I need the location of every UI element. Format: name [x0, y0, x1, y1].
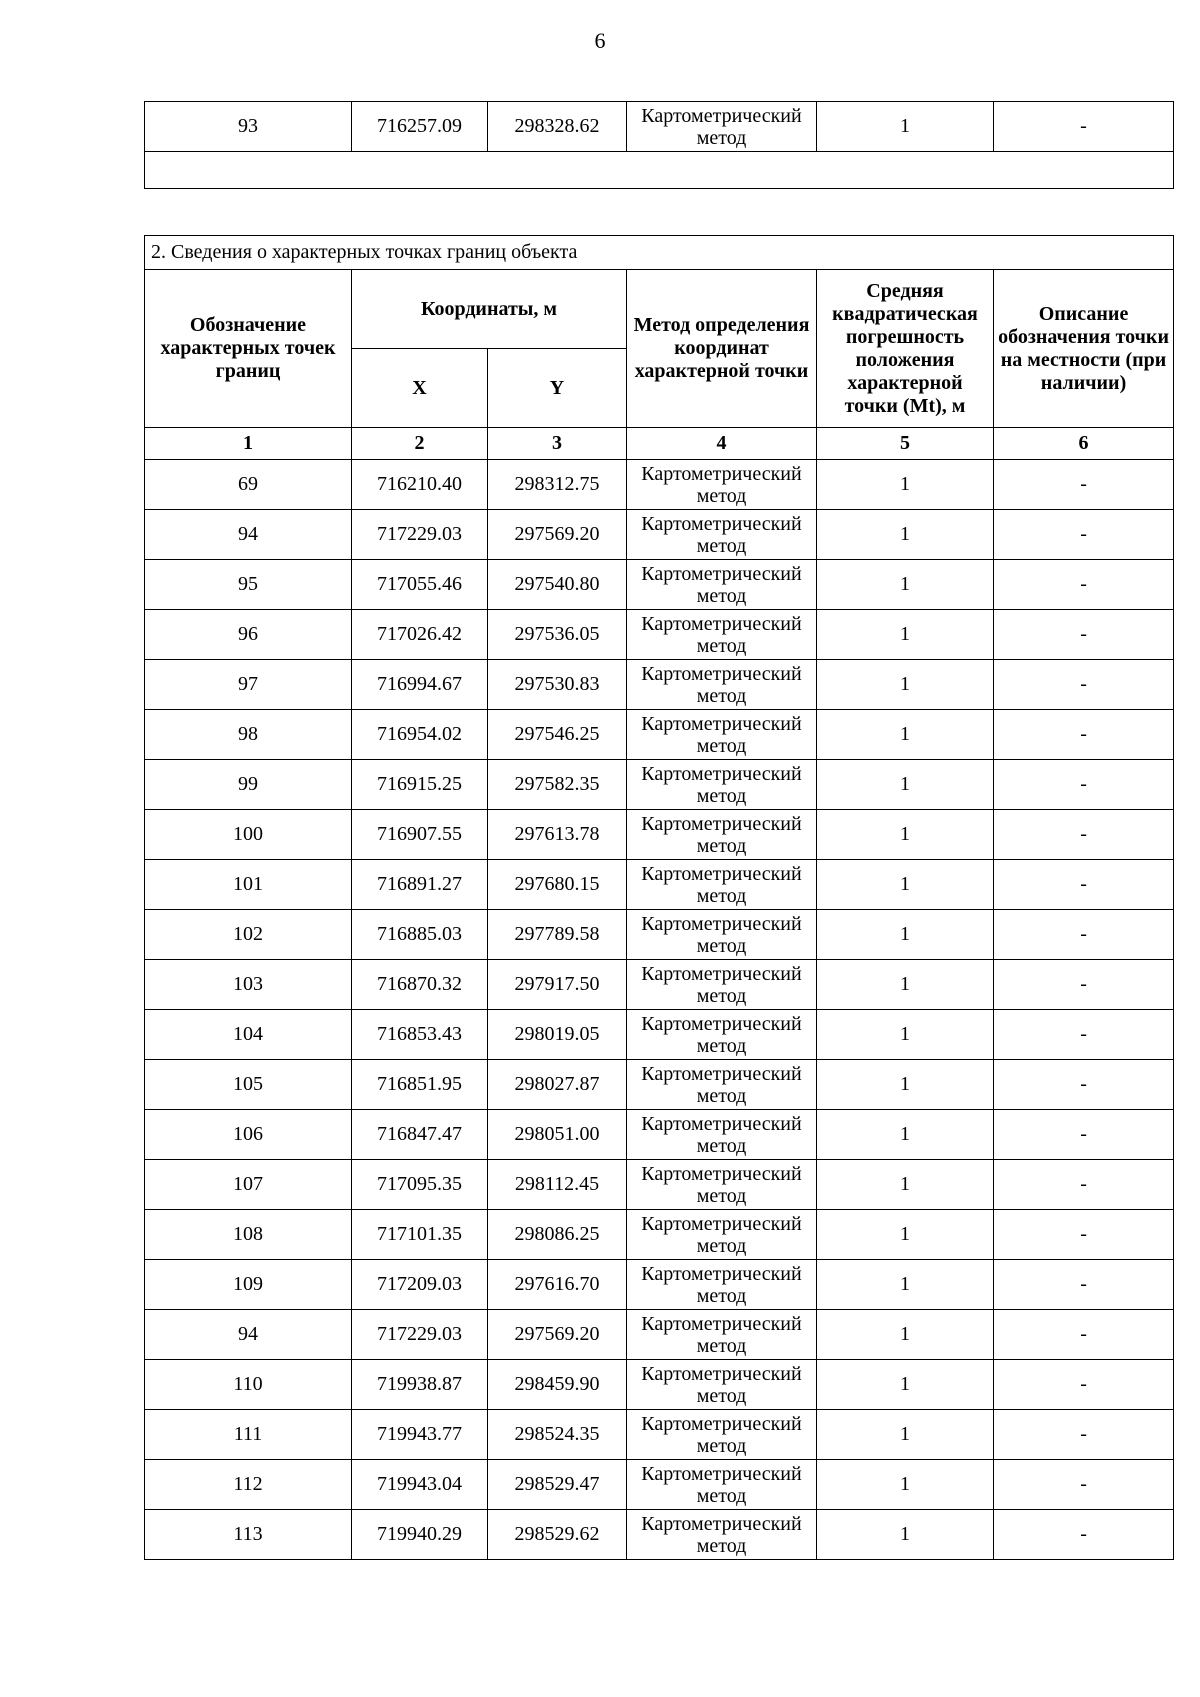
mt-cell: 1	[817, 760, 994, 810]
desc-cell: -	[994, 860, 1174, 910]
table-row	[145, 810, 1174, 860]
method-cell: Картометрический метод	[627, 1460, 817, 1510]
x-cell: 719938.87	[352, 1360, 488, 1410]
header-x: X	[352, 349, 488, 428]
point-cell: 99	[145, 760, 352, 810]
point-cell: 113	[145, 1510, 352, 1560]
point-cell: 96	[145, 610, 352, 660]
column-number: 3	[488, 428, 627, 460]
column-number: 1	[145, 428, 352, 460]
x-cell: 716915.25	[352, 760, 488, 810]
method-cell: Картометрический метод	[627, 1060, 817, 1110]
mt-cell: 1	[817, 710, 994, 760]
y-cell: 297569.20	[488, 510, 627, 560]
desc-cell: -	[994, 610, 1174, 660]
point-cell: 98	[145, 710, 352, 760]
mt-cell: 1	[817, 1510, 994, 1560]
method-cell: Картометрический метод	[627, 1510, 817, 1560]
desc-cell: -	[994, 102, 1174, 152]
x-cell: 717101.35	[352, 1210, 488, 1260]
method-cell: Картометрический метод	[627, 760, 817, 810]
method-cell: Картометрический метод	[627, 660, 817, 710]
method-cell: Картометрический метод	[627, 560, 817, 610]
point-cell: 107	[145, 1160, 352, 1210]
method-cell: Картометрический метод	[627, 960, 817, 1010]
y-cell: 298112.45	[488, 1160, 627, 1210]
method-cell: Картометрический метод	[627, 1110, 817, 1160]
desc-cell: -	[994, 1360, 1174, 1410]
desc-cell: -	[994, 1110, 1174, 1160]
desc-cell: -	[994, 1310, 1174, 1360]
desc-cell: -	[994, 660, 1174, 710]
table-row	[145, 510, 1174, 560]
x-cell: 716210.40	[352, 460, 488, 510]
method-cell: Картометрический метод	[627, 810, 817, 860]
table-row	[145, 710, 1174, 760]
desc-cell: -	[994, 760, 1174, 810]
column-number: 2	[352, 428, 488, 460]
mt-cell: 1	[817, 560, 994, 610]
method-cell: Картометрический метод	[627, 1360, 817, 1410]
x-cell: 716954.02	[352, 710, 488, 760]
header-coords: Координаты, м	[352, 270, 627, 349]
point-cell: 102	[145, 910, 352, 960]
x-cell: 717229.03	[352, 1310, 488, 1360]
table-row	[145, 1110, 1174, 1160]
page-number: 6	[594, 28, 606, 53]
x-cell: 716885.03	[352, 910, 488, 960]
method-cell: Картометрический метод	[627, 1310, 817, 1360]
mt-cell: 1	[817, 910, 994, 960]
table-row	[145, 1060, 1174, 1110]
boundary-points-table	[144, 235, 1174, 1560]
x-cell: 717095.35	[352, 1160, 488, 1210]
y-cell: 297530.83	[488, 660, 627, 710]
mt-cell: 1	[817, 1060, 994, 1110]
x-cell: 716851.95	[352, 1060, 488, 1110]
y-cell: 298328.62	[488, 102, 627, 152]
desc-cell: -	[994, 1460, 1174, 1510]
method-cell: Картометрический метод	[627, 102, 817, 152]
method-cell: Картометрический метод	[627, 860, 817, 910]
desc-cell: -	[994, 1010, 1174, 1060]
mt-cell: 1	[817, 860, 994, 910]
mt-cell: 1	[817, 1260, 994, 1310]
method-cell: Картометрический метод	[627, 1010, 817, 1060]
x-cell: 716853.43	[352, 1010, 488, 1060]
header-y: Y	[488, 349, 627, 428]
header-method: Метод определения координат характерной точки	[627, 270, 817, 428]
desc-cell: -	[994, 1510, 1174, 1560]
section-title: 2. Сведения о характерных точках границ объекта	[145, 236, 1174, 270]
x-cell: 716257.09	[352, 102, 488, 152]
mt-cell: 1	[817, 1410, 994, 1460]
table-row	[145, 1460, 1174, 1510]
mt-cell: 1	[817, 610, 994, 660]
point-cell: 93	[145, 102, 352, 152]
table-row	[145, 1510, 1174, 1560]
point-cell: 94	[145, 510, 352, 560]
desc-cell: -	[994, 910, 1174, 960]
table-row	[145, 1010, 1174, 1060]
desc-cell: -	[994, 460, 1174, 510]
continued-points-table	[144, 101, 1174, 189]
y-cell: 297917.50	[488, 960, 627, 1010]
x-cell: 716870.32	[352, 960, 488, 1010]
y-cell: 298459.90	[488, 1360, 627, 1410]
y-cell: 298086.25	[488, 1210, 627, 1260]
y-cell: 298529.62	[488, 1510, 627, 1560]
y-cell: 298051.00	[488, 1110, 627, 1160]
column-numbers-row	[145, 428, 1174, 460]
y-cell: 298524.35	[488, 1410, 627, 1460]
table-row	[145, 910, 1174, 960]
mt-cell: 1	[817, 660, 994, 710]
point-cell: 105	[145, 1060, 352, 1110]
mt-cell: 1	[817, 1010, 994, 1060]
desc-cell: -	[994, 960, 1174, 1010]
table-row	[145, 1360, 1174, 1410]
y-cell: 297582.35	[488, 760, 627, 810]
y-cell: 297569.20	[488, 1310, 627, 1360]
point-cell: 109	[145, 1260, 352, 1310]
point-cell: 112	[145, 1460, 352, 1510]
table-row	[145, 102, 1174, 152]
column-number: 4	[627, 428, 817, 460]
point-cell: 106	[145, 1110, 352, 1160]
point-cell: 95	[145, 560, 352, 610]
desc-cell: -	[994, 810, 1174, 860]
y-cell: 297613.78	[488, 810, 627, 860]
mt-cell: 1	[817, 1110, 994, 1160]
y-cell: 297546.25	[488, 710, 627, 760]
method-cell: Картометрический метод	[627, 610, 817, 660]
method-cell: Картометрический метод	[627, 910, 817, 960]
empty-cell	[145, 152, 1174, 189]
mt-cell: 1	[817, 1210, 994, 1260]
y-cell: 298312.75	[488, 460, 627, 510]
desc-cell: -	[994, 1260, 1174, 1310]
method-cell: Картометрический метод	[627, 1160, 817, 1210]
point-cell: 100	[145, 810, 352, 860]
mt-cell: 1	[817, 1310, 994, 1360]
mt-cell: 1	[817, 960, 994, 1010]
table-row	[145, 760, 1174, 810]
table-row	[145, 960, 1174, 1010]
desc-cell: -	[994, 710, 1174, 760]
table-row	[145, 660, 1174, 710]
method-cell: Картометрический метод	[627, 510, 817, 560]
x-cell: 717229.03	[352, 510, 488, 560]
method-cell: Картометрический метод	[627, 1260, 817, 1310]
table-row	[145, 860, 1174, 910]
mt-cell: 1	[817, 1160, 994, 1210]
mt-cell: 1	[817, 1360, 994, 1410]
column-number: 5	[817, 428, 994, 460]
mt-cell: 1	[817, 102, 994, 152]
point-cell: 103	[145, 960, 352, 1010]
x-cell: 719943.04	[352, 1460, 488, 1510]
method-cell: Картометрический метод	[627, 1210, 817, 1260]
x-cell: 716907.55	[352, 810, 488, 860]
x-cell: 717209.03	[352, 1260, 488, 1310]
point-cell: 101	[145, 860, 352, 910]
y-cell: 297616.70	[488, 1260, 627, 1310]
point-cell: 97	[145, 660, 352, 710]
method-cell: Картометрический метод	[627, 460, 817, 510]
desc-cell: -	[994, 1160, 1174, 1210]
point-cell: 110	[145, 1360, 352, 1410]
table-row	[145, 1210, 1174, 1260]
column-number: 6	[994, 428, 1174, 460]
x-cell: 716847.47	[352, 1110, 488, 1160]
desc-cell: -	[994, 510, 1174, 560]
header-point: Обозначение характерных точек границ	[145, 270, 352, 428]
mt-cell: 1	[817, 810, 994, 860]
point-cell: 108	[145, 1210, 352, 1260]
table-row	[145, 1310, 1174, 1360]
point-cell: 111	[145, 1410, 352, 1460]
x-cell: 719943.77	[352, 1410, 488, 1460]
desc-cell: -	[994, 560, 1174, 610]
x-cell: 716891.27	[352, 860, 488, 910]
y-cell: 298529.47	[488, 1460, 627, 1510]
y-cell: 298027.87	[488, 1060, 627, 1110]
y-cell: 298019.05	[488, 1010, 627, 1060]
table-row	[145, 1160, 1174, 1210]
y-cell: 297789.58	[488, 910, 627, 960]
table-row	[145, 560, 1174, 610]
desc-cell: -	[994, 1210, 1174, 1260]
y-cell: 297540.80	[488, 560, 627, 610]
desc-cell: -	[994, 1060, 1174, 1110]
x-cell: 716994.67	[352, 660, 488, 710]
point-cell: 69	[145, 460, 352, 510]
point-cell: 94	[145, 1310, 352, 1360]
table-row	[145, 1410, 1174, 1460]
header-desc: Описание обозначения точки на местности (при наличии)	[994, 270, 1174, 428]
mt-cell: 1	[817, 460, 994, 510]
point-cell: 104	[145, 1010, 352, 1060]
x-cell: 717055.46	[352, 560, 488, 610]
desc-cell: -	[994, 1410, 1174, 1460]
table-row	[145, 610, 1174, 660]
table-row	[145, 460, 1174, 510]
empty-row	[145, 152, 1174, 189]
y-cell: 297536.05	[488, 610, 627, 660]
mt-cell: 1	[817, 1460, 994, 1510]
header-mt: Средняя квадратическая погрешность положения характерной точки (Mt), м	[817, 270, 994, 428]
x-cell: 719940.29	[352, 1510, 488, 1560]
y-cell: 297680.15	[488, 860, 627, 910]
mt-cell: 1	[817, 510, 994, 560]
method-cell: Картометрический метод	[627, 1410, 817, 1460]
x-cell: 717026.42	[352, 610, 488, 660]
method-cell: Картометрический метод	[627, 710, 817, 760]
table-row	[145, 1260, 1174, 1310]
